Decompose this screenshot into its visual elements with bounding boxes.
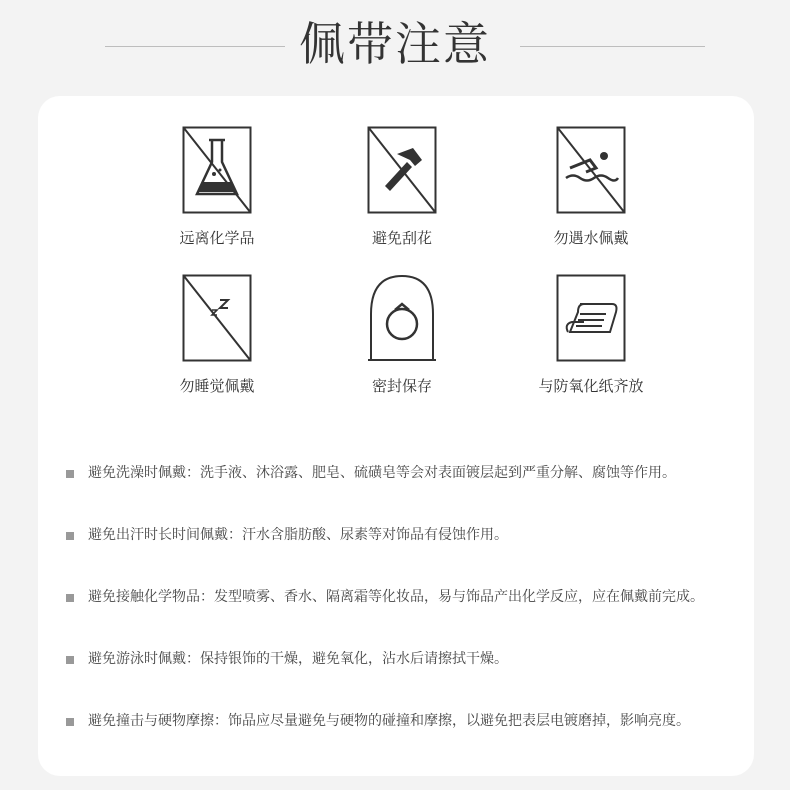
icon-item-scratch xyxy=(327,126,477,248)
icon-label: 勿睡觉佩戴 xyxy=(179,377,255,395)
icon-label: 与防氧化纸齐放 xyxy=(538,377,644,395)
square-bullet-icon xyxy=(66,718,74,726)
square-bullet-icon xyxy=(66,470,74,478)
icon-item-sealed xyxy=(327,274,477,396)
icon-item-antioxidation xyxy=(516,274,666,396)
icon-label: 避免刮花 xyxy=(371,229,432,247)
square-bullet-icon xyxy=(66,594,74,602)
title-area xyxy=(0,0,790,90)
sealed-bag-icon xyxy=(367,274,437,362)
list-item: 避免撞击与硬物摩擦：饰品应尽量避免与硬物的碰撞和摩擦，以避免把表层电镀磨掉，影响亮度。 xyxy=(66,710,726,733)
paper-roll-icon xyxy=(556,274,626,362)
page-title: 佩带注意 xyxy=(299,17,491,71)
icon-item-sleep xyxy=(142,274,292,396)
flask-icon xyxy=(182,126,252,214)
icon-label: 密封保存 xyxy=(371,377,432,395)
list-item: 避免游泳时佩戴：保持银饰的干燥，避免氧化，沾水后请擦拭干燥。 xyxy=(66,648,726,671)
list-item: 避免接触化学物品：发型喷雾、香水、隔离霜等化妆品，易与饰品产出化学反应，应在佩戴前完成。 xyxy=(66,586,726,609)
icon-item-chemicals xyxy=(142,126,292,248)
list-item: 避免出汗时长时间佩戴：汗水含脂肪酸、尿素等对饰品有侵蚀作用。 xyxy=(66,524,726,547)
icon-item-water xyxy=(516,126,666,248)
hammer-icon xyxy=(367,126,437,214)
moon-sleep-icon xyxy=(182,274,252,362)
square-bullet-icon xyxy=(66,532,74,540)
swimmer-icon xyxy=(556,126,626,214)
care-card xyxy=(38,96,754,776)
title-divider-right xyxy=(520,46,705,47)
list-item: 避免洗澡时佩戴：洗手液、沐浴露、肥皂、硫磺皂等会对表面镀层起到严重分解、腐蚀等作用。 xyxy=(66,462,726,485)
icon-label: 远离化学品 xyxy=(179,229,255,247)
square-bullet-icon xyxy=(66,656,74,664)
icon-label: 勿遇水佩戴 xyxy=(553,229,629,247)
